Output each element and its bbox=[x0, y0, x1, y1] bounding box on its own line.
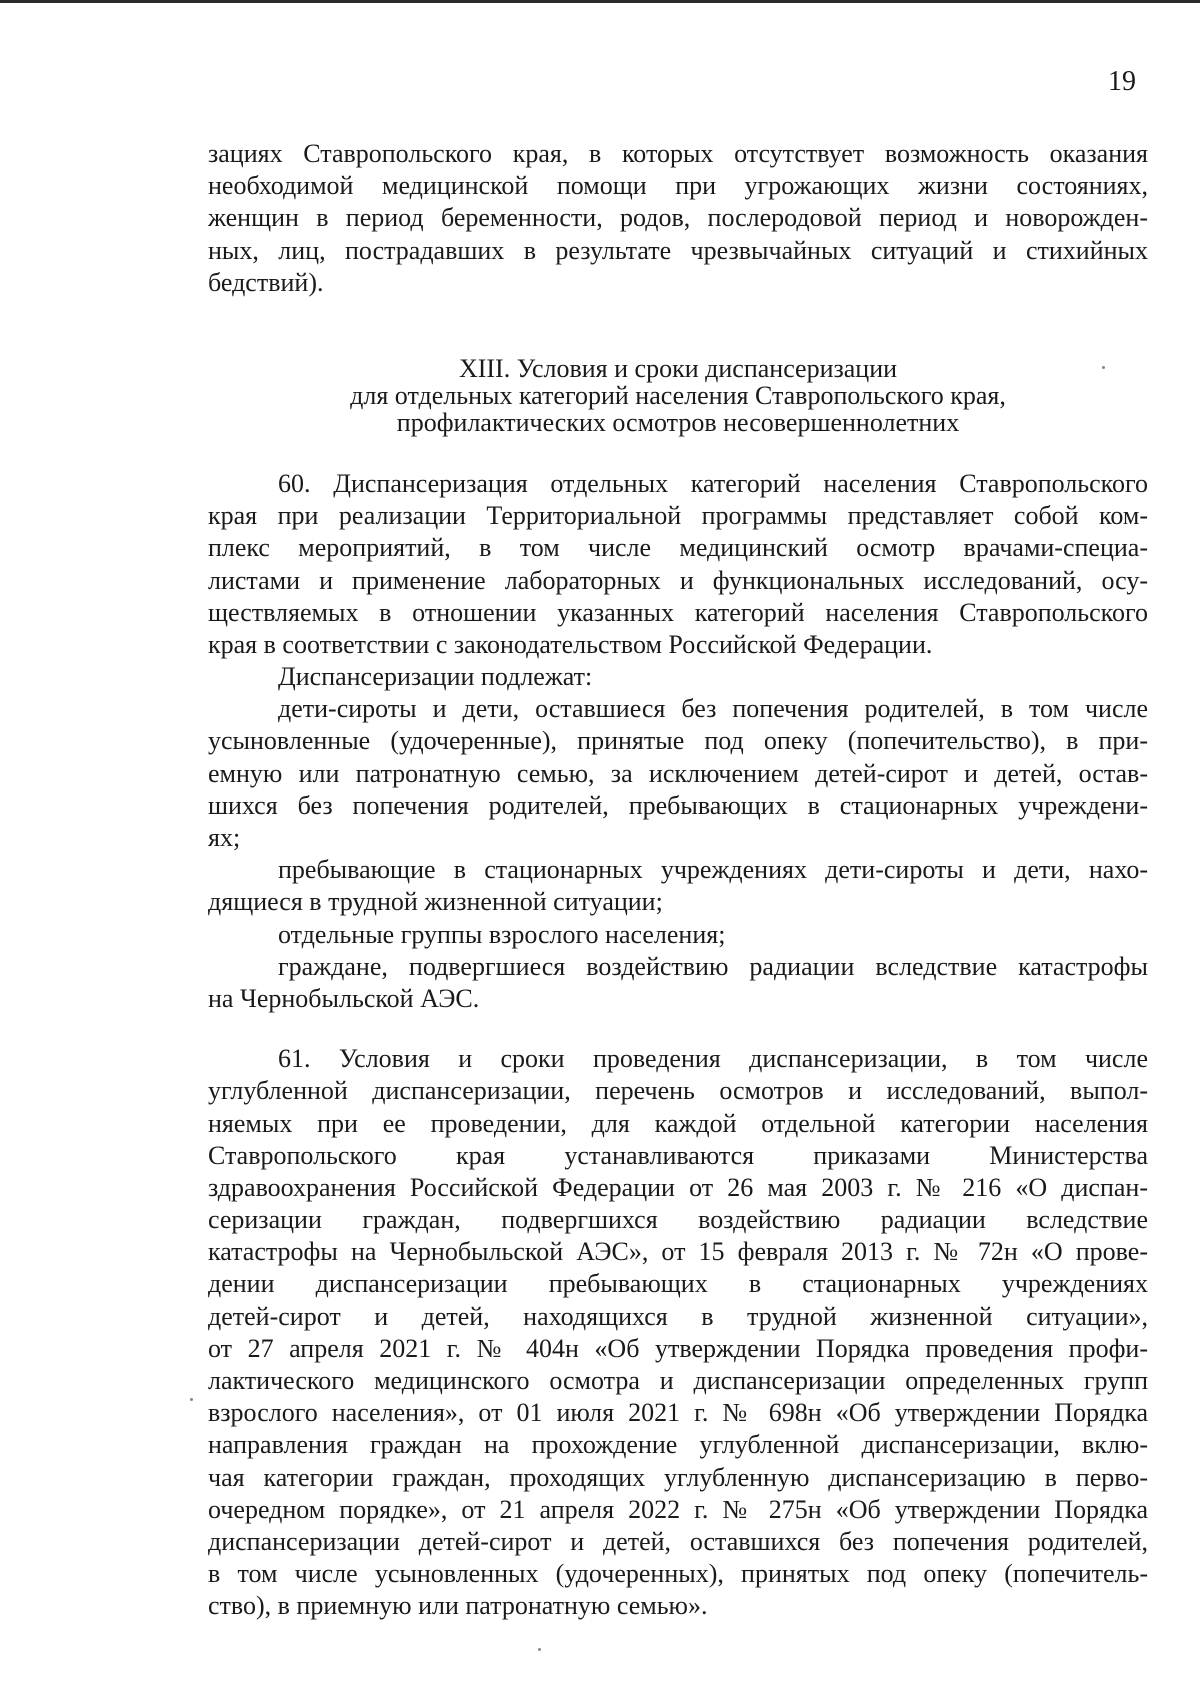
document-body bbox=[208, 138, 1148, 1623]
text-line: ных, лиц, пострадавших в результате чрезвычайных ситуаций и стихийных bbox=[208, 235, 1148, 265]
text-line: лактического медицинского осмотра и диспансеризации определенных групп bbox=[208, 1366, 1148, 1395]
text-line: женщин в период беременности, родов, послеродовой период и новорожден- bbox=[208, 203, 1148, 233]
scan-speck bbox=[190, 1398, 193, 1401]
heading-line: для отдельных категорий населения Ставропольского края, bbox=[350, 380, 1006, 410]
text-line: дящиеся в трудной жизненной ситуации; bbox=[208, 887, 663, 917]
text-line: зациях Ставропольского края, в которых отсутствует возможность оказания bbox=[208, 139, 1148, 168]
text-line: чая категории граждан, проходящих углубленную диспансеризацию в перво- bbox=[208, 1462, 1148, 1492]
heading-line: профилактических осмотров несовершеннолетних bbox=[396, 407, 960, 437]
list-item-adults: отдельные группы взрослого населения; bbox=[278, 919, 726, 949]
text-line: взрослого населения», от 01 июля 2021 г. № 698н «Об утверждении Порядка bbox=[208, 1398, 1148, 1428]
text-line: ществляемых в отношении указанных категорий населения Ставропольского bbox=[208, 597, 1148, 627]
list-item-institutions: пребывающие в стационарных учреждениях дети-сироты и дети, нахо- bbox=[278, 855, 1148, 885]
text-line: няемых при ее проведении, для каждой отдельной категории населения bbox=[208, 1108, 1148, 1138]
text-line: плекс мероприятий, в том числе медицинский осмотр врачами-специа- bbox=[208, 533, 1148, 563]
section-heading bbox=[208, 355, 1148, 436]
text-line: на Чернобыльской АЭС. bbox=[208, 983, 480, 1013]
text-line: 61. Условия и сроки проведения диспансеризации, в том числе bbox=[278, 1044, 1148, 1074]
text-line: края в соответствии с законодательством Российской Федерации. bbox=[208, 629, 933, 659]
text-line: серизации граждан, подвергшихся воздействию радиации вследствие bbox=[208, 1205, 1148, 1235]
text-line: дении диспансеризации пребывающих в стационарных учреждениях bbox=[208, 1269, 1148, 1299]
scan-speck bbox=[538, 1648, 541, 1651]
paragraph-60 bbox=[208, 468, 1148, 1015]
text-line: ях; bbox=[208, 823, 241, 852]
text-line: Ставропольского края устанавливаются приказами Министерства bbox=[208, 1140, 1148, 1170]
paragraph-61 bbox=[208, 1043, 1148, 1622]
list-item-orphans: дети-сироты и дети, оставшиеся без попечения родителей, в том числе bbox=[278, 694, 1148, 724]
text-line: от 27 апреля 2021 г. № 404н «Об утверждении Порядка проведения профи- bbox=[208, 1333, 1148, 1363]
text-line: углубленной диспансеризации, перечень осмотров и исследований, выпол- bbox=[208, 1076, 1148, 1106]
paragraph-spacer bbox=[208, 1015, 1148, 1043]
text-line: шихся без попечения родителей, пребывающих в стационарных учреждени- bbox=[208, 790, 1148, 820]
text-line: ство), в приемную или патронатную семью». bbox=[208, 1591, 708, 1621]
text-line: листами и применение лабораторных и функциональных исследований, осу- bbox=[208, 565, 1148, 595]
text-line: детей-сирот и детей, находящихся в трудной жизненной ситуации», bbox=[208, 1301, 1148, 1331]
scan-speck bbox=[1102, 366, 1105, 369]
text-line: в том числе усыновленных (удочеренных), принятых под опеку (попечитель- bbox=[208, 1559, 1148, 1589]
text-line: диспансеризации детей-сирот и детей, оставшихся без попечения родителей, bbox=[208, 1526, 1148, 1556]
text-line: направления граждан на прохождение углубленной диспансеризации, вклю- bbox=[208, 1430, 1148, 1460]
text-line: бедствий). bbox=[208, 267, 324, 297]
heading-line: XIII. Условия и сроки диспансеризации bbox=[458, 353, 898, 383]
text-line: усыновленные (удочеренные), принятые под опеку (попечительство), в при- bbox=[208, 726, 1148, 756]
list-item-chernobyl: граждане, подвергшиеся воздействию радиации вследствие катастрофы bbox=[278, 951, 1148, 981]
text-line: катастрофы на Чернобыльской АЭС», от 15 февраля 2013 г. № 72н «О прове- bbox=[208, 1237, 1148, 1267]
text-line: края при реализации Территориальной программы представляет собой ком- bbox=[208, 501, 1148, 531]
text-line: емную или патронатную семью, за исключением детей-сирот и детей, остав- bbox=[208, 758, 1148, 788]
list-intro: Диспансеризации подлежат: bbox=[278, 662, 593, 692]
page-top-edge bbox=[0, 0, 1200, 3]
page-number: 19 bbox=[1108, 66, 1136, 97]
text-line: очередном порядке», от 21 апреля 2022 г. № 275н «Об утверждении Порядка bbox=[208, 1494, 1148, 1524]
intro-paragraph bbox=[208, 138, 1148, 299]
text-line: необходимой медицинской помощи при угрожающих жизни состояниях, bbox=[208, 171, 1148, 201]
text-line: 60. Диспансеризация отдельных категорий населения Ставропольского bbox=[278, 468, 1148, 498]
text-line: здравоохранения Российской Федерации от 26 мая 2003 г. № 216 «О диспан- bbox=[208, 1172, 1148, 1202]
